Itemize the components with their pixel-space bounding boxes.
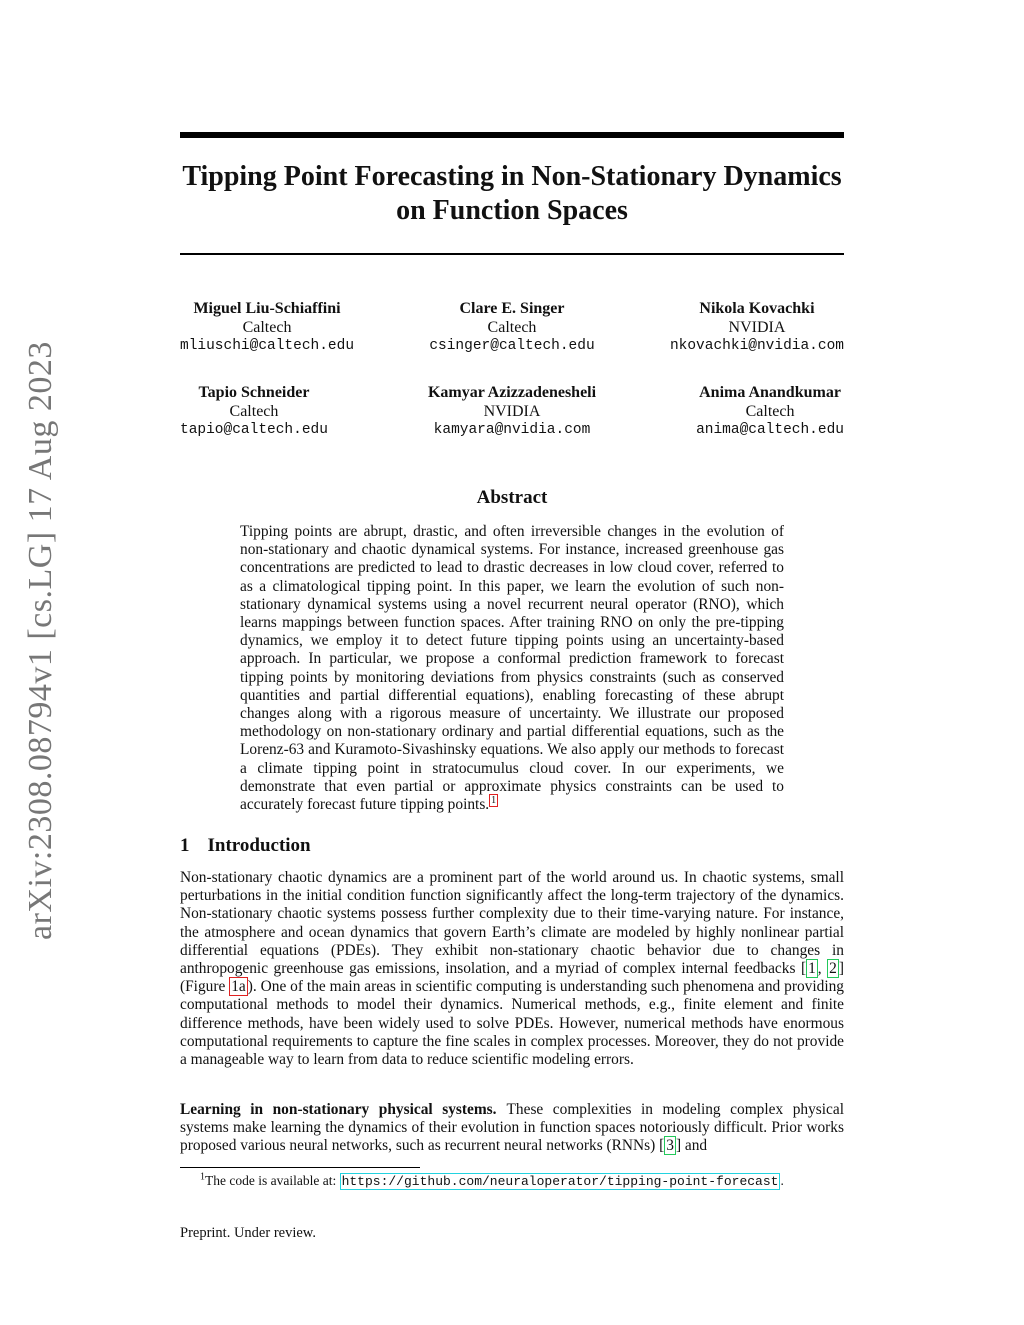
author-name: Kamyar Azizzadenesheli bbox=[427, 384, 597, 401]
section-number: 1 bbox=[180, 835, 190, 856]
title-top-rule bbox=[180, 132, 844, 138]
author-affiliation: Caltech bbox=[229, 402, 279, 420]
preprint-note: Preprint. Under review. bbox=[180, 1225, 316, 1241]
author-email[interactable]: tapio@caltech.edu bbox=[180, 422, 328, 438]
title-line-1: Tipping Point Forecasting in Non-Stationary Dynamics bbox=[182, 161, 842, 192]
footnote-link[interactable]: 1 bbox=[491, 794, 497, 806]
abstract-text bbox=[240, 523, 784, 814]
author-name: Miguel Liu-Schiaffini bbox=[193, 300, 341, 317]
footnote-text: The code is available at: bbox=[205, 1173, 340, 1188]
footnote bbox=[200, 1173, 784, 1189]
author-affiliation: NVIDIA bbox=[483, 402, 541, 420]
author-block bbox=[180, 384, 328, 440]
author-email[interactable]: nkovachki@nvidia.com bbox=[669, 338, 844, 354]
learning-paragraph bbox=[180, 1101, 844, 1156]
author-block bbox=[696, 384, 844, 440]
section-heading bbox=[180, 835, 311, 857]
footnote-mark: 1 bbox=[200, 1171, 205, 1183]
section-title: Introduction bbox=[207, 835, 311, 856]
learning-text-2: ] and bbox=[675, 1137, 708, 1155]
author-name: Clare E. Singer bbox=[459, 300, 565, 317]
abstract-body-text: Tipping points are abrupt, drastic, and often irreversible changes in the evolution of non-stationary and chaotic dynamical systems. For instance, increased greenhouse gas concentrations are predicted to lead to drastic decreases in low cloud cover, referred to as a climatological tipping point. In this paper, we learn the evolution of such non-stationary dynamical systems using a novel recurrent neural operator (RNO), which learns mappings between function spaces. After training RNO on only the pre-tipping dynamics, we employ it to detect future tipping points using an uncertainty-based approach. In particular, we propose a conformal prediction framework to forecast tipping points by monitoring deviations from physics constraints (such as conserved quantities and partial differential equations), enabling forecasting of these abrupt changes along with a rigorous measure of uncertainty. We illustrate our proposed methodology on non-stationary ordinary and partial differential equations, such as the Lorenz-63 and Kuramoto-Sivashinsky equations. We also apply our methods to forecast a climate tipping point in stratocumulus cloud cover. In our experiments, we demonstrate that even partial or approximate physics constraints can be used to accurately forecast future tipping points. bbox=[240, 523, 784, 814]
author-block bbox=[670, 300, 844, 356]
arxiv-side-stamp: arXiv:2308.08794v1 [cs.LG] 17 Aug 2023 bbox=[22, 341, 59, 940]
footnote-end: . bbox=[780, 1173, 784, 1188]
author-block bbox=[180, 300, 354, 356]
author-email[interactable]: kamyara@nvidia.com bbox=[433, 422, 591, 438]
author-email[interactable]: anima@caltech.edu bbox=[696, 422, 844, 438]
author-email[interactable]: csinger@caltech.edu bbox=[429, 338, 595, 354]
citation-link[interactable]: 3 bbox=[666, 1137, 674, 1155]
code-url-link[interactable]: https://github.com/neuraloperator/tipping-point-forecast bbox=[341, 1174, 779, 1189]
footnote-rule bbox=[180, 1167, 420, 1168]
paper-title bbox=[180, 160, 844, 228]
author-affiliation: Caltech bbox=[242, 318, 292, 336]
figure-ref-link[interactable]: 1a bbox=[231, 978, 246, 996]
author-name: Anima Anandkumar bbox=[699, 384, 841, 401]
author-block bbox=[428, 384, 596, 440]
author-email[interactable]: mliuschi@caltech.edu bbox=[180, 338, 355, 354]
author-affiliation: Caltech bbox=[487, 318, 537, 336]
intro-text-1: Non-stationary chaotic dynamics are a prominent part of the world around us. In chaotic systems, small perturbations in the initial condition function significantly affect the long-term trajectory of the dynamics. Non-stationary chaotic systems possess further complexity due to their time-varying nature. For instance, the atmosphere and ocean dynamics that govern Earth’s climate are modeled by highly nonlinear partial differential equations (PDEs). They exhibit non-stationary chaotic behavior due to changes in anthropogenic greenhouse gas emissions, insolation, and a myriad of complex internal feedbacks [ bbox=[180, 869, 844, 978]
intro-paragraph bbox=[180, 869, 844, 1069]
intro-text-2: ] (Figure bbox=[180, 960, 844, 996]
author-name: Tapio Schneider bbox=[198, 384, 310, 401]
author-row-1 bbox=[180, 300, 844, 356]
author-affiliation: NVIDIA bbox=[728, 318, 786, 336]
author-affiliation: Caltech bbox=[745, 402, 795, 420]
author-block bbox=[429, 300, 594, 356]
abstract-heading: Abstract bbox=[476, 487, 548, 508]
citation-separator: , bbox=[817, 960, 828, 978]
citation-link[interactable]: 2 bbox=[829, 960, 837, 978]
citation-link[interactable]: 1 bbox=[808, 960, 816, 978]
learning-text-1: These complexities in modeling complex physical systems make learning the dynamics of their evolution in function spaces notoriously difficult. Prior works proposed various neural networks, such as recurrent neural networks (RNNs) [ bbox=[180, 1101, 844, 1155]
paragraph-lead: Learning in non-stationary physical systems. bbox=[180, 1101, 497, 1118]
author-row-2 bbox=[180, 384, 844, 440]
title-bottom-rule bbox=[180, 253, 844, 255]
intro-text-3: ). One of the main areas in scientific computing is understanding such phenomena and providing computational methods to model their dynamics. Numerical methods, e.g., finite element and finite difference methods, have been widely used to solve PDEs. However, numerical methods have enormous computational requirements to capture the fine scales in complex processes. Moreover, they do not provide a manageable way to learn from data to reduce scientific modeling errors. bbox=[180, 978, 844, 1069]
title-line-2: on Function Spaces bbox=[396, 195, 628, 226]
author-name: Nikola Kovachki bbox=[699, 300, 815, 317]
